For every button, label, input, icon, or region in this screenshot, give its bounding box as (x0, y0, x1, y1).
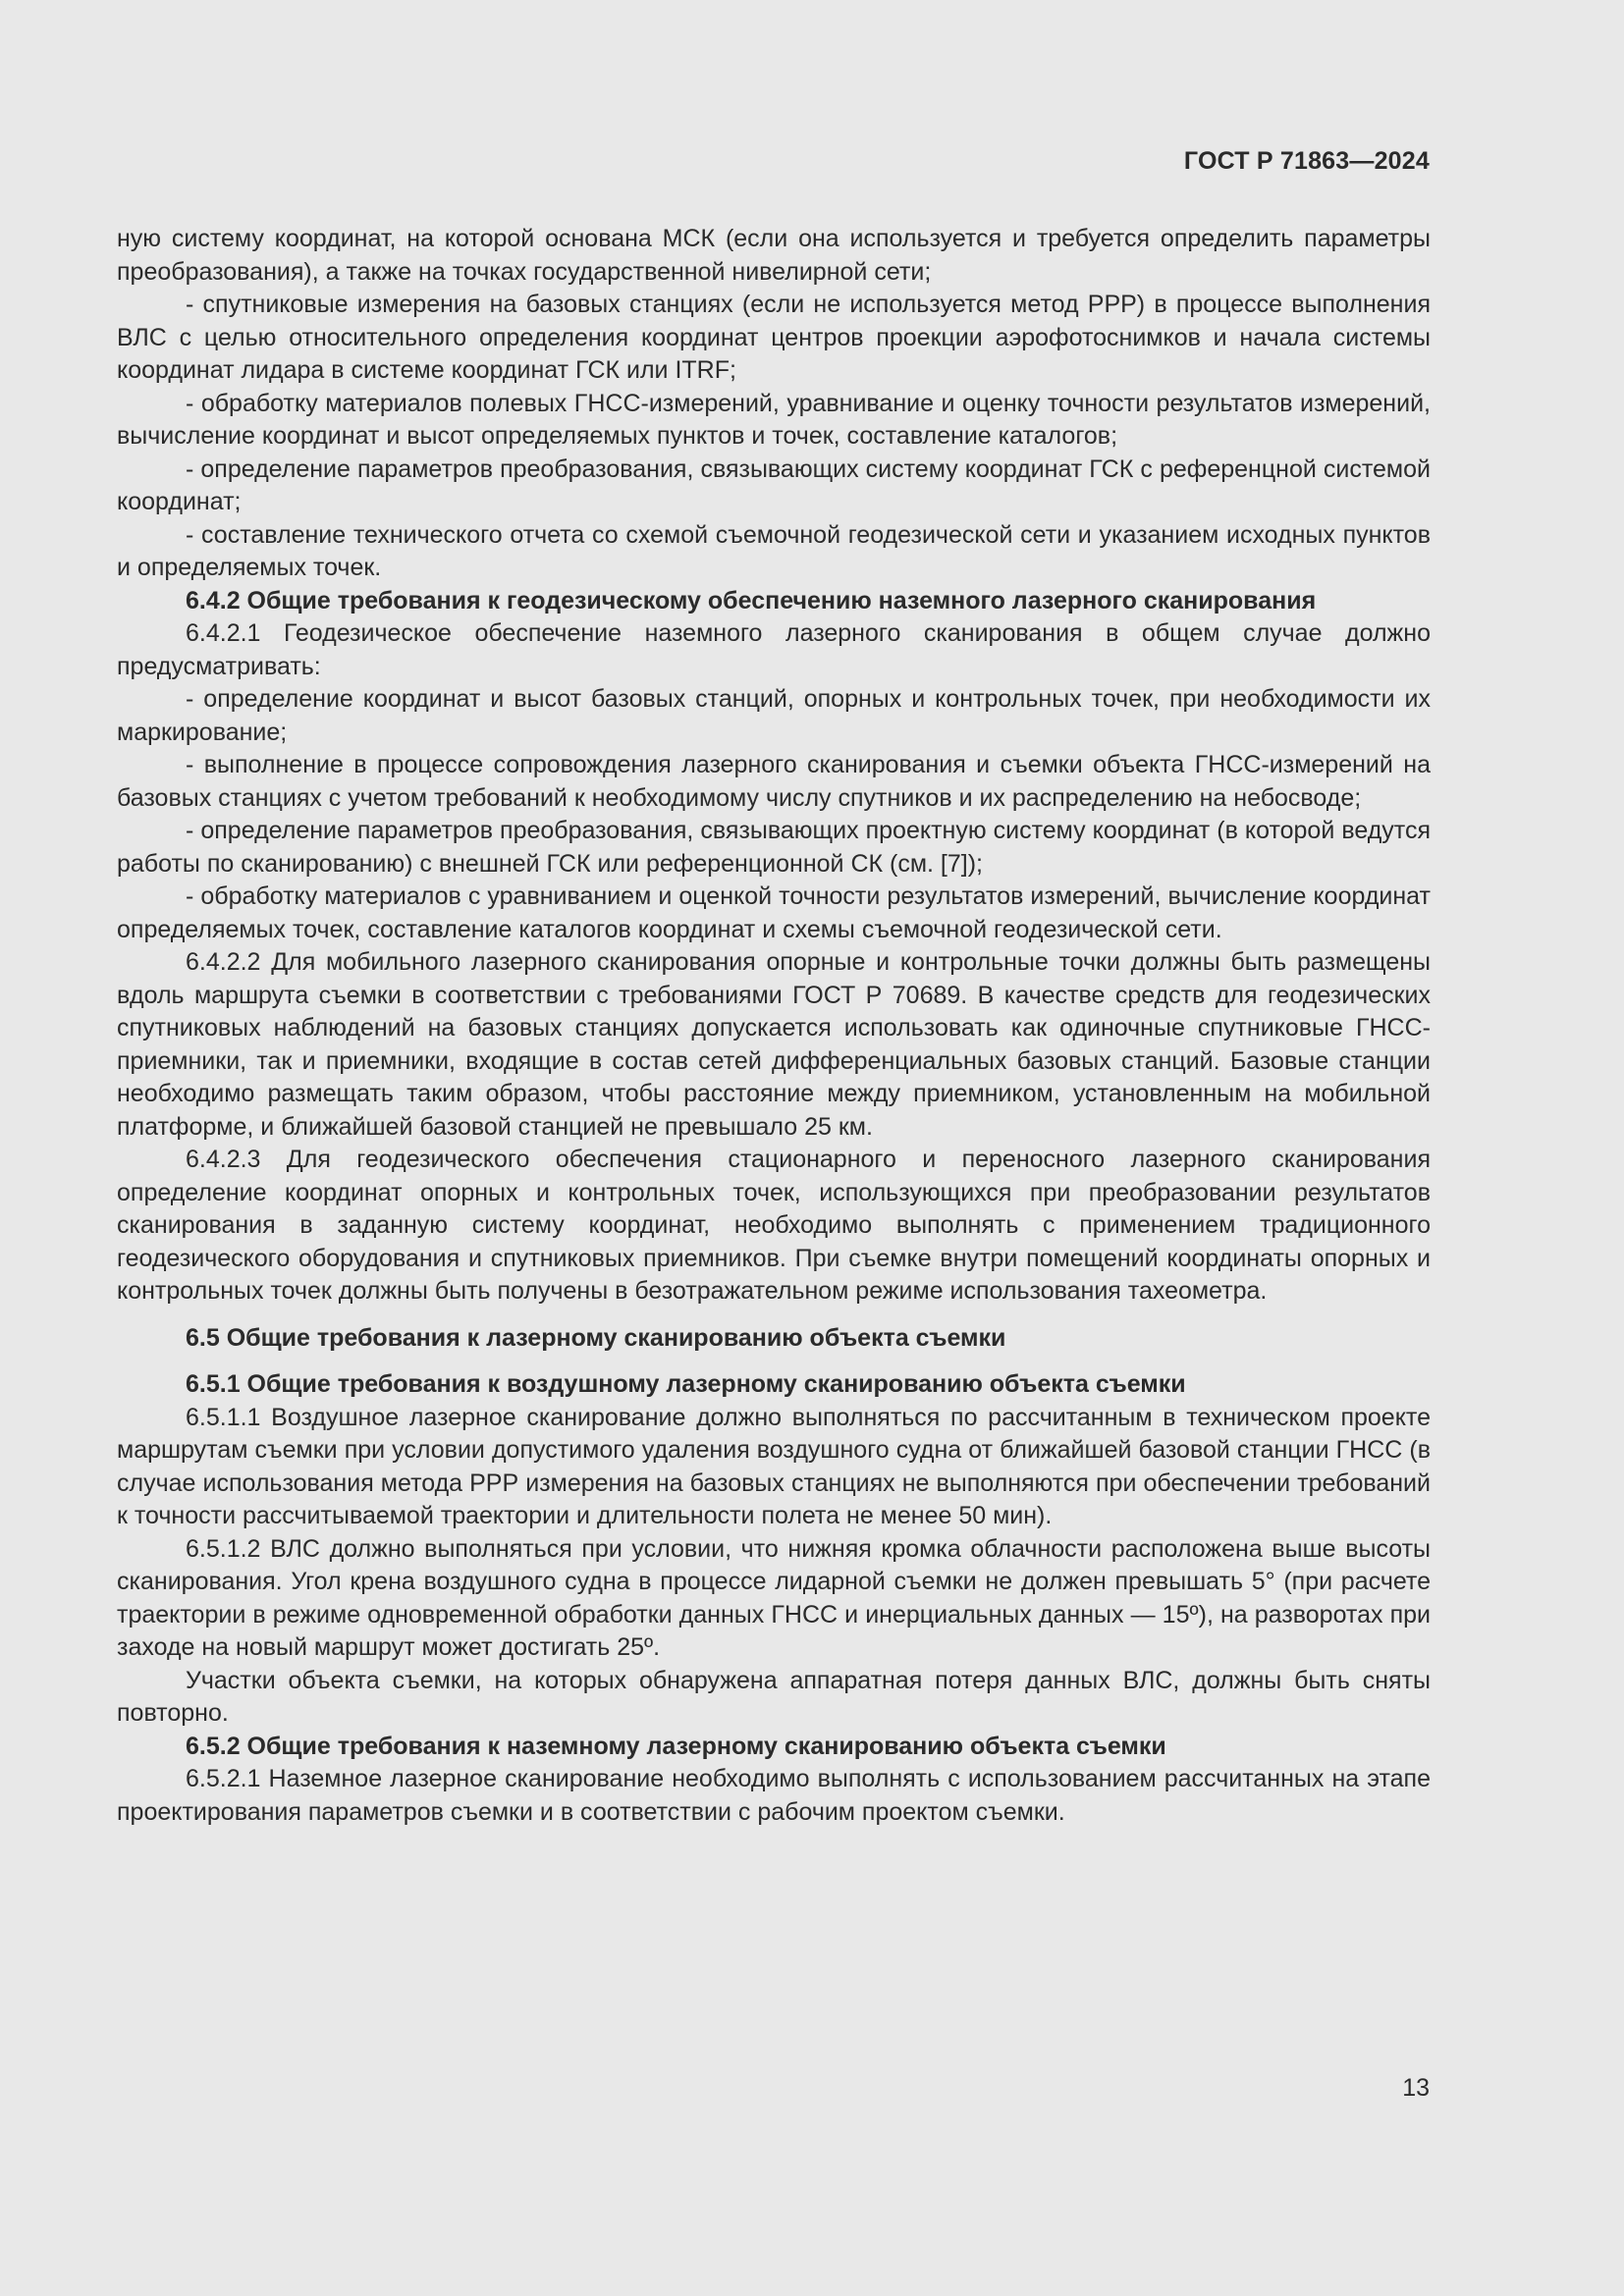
list-item: - выполнение в процессе сопровождения лазерного сканирования и съемки объекта ГНСС-измерений на базовых станциях с учетом требований к необходимому числу спутников и их распределению на небосводе; (117, 751, 1431, 812)
list-item: - составление технического отчета со схемой съемочной геодезической сети и указанием исходных пунктов и определяемых точек. (117, 520, 1431, 581)
section-heading-6-5-2: 6.5.2 Общие требования к наземному лазерному сканированию объекта съемки (186, 1732, 1166, 1760)
paragraph: Участки объекта съемки, на которых обнаружена аппаратная потеря данных ВЛС, должны быть сняты повторно. (117, 1666, 1431, 1727)
document-code-header: ГОСТ Р 71863—2024 (1183, 147, 1430, 175)
page-number: 13 (1402, 2074, 1430, 2102)
paragraph: 6.4.2.2 Для мобильного лазерного сканирования опорные и контрольные точки должны быть размещены вдоль маршрута съемки в соответствии с требованиями ГОСТ Р 70689. В качестве средств для геодезических спутниковых наблюдений на базовых станциях допускается использовать как одиночные спутниковые ГНСС-приемники, так и приемники, входящие в состав сетей дифференциальных базовых станций. Базовые станции необходимо размещать таким образом, чтобы расстояние между приемником, установленным на мобильной платформе, и ближайшей базовой станцией не превышало 25 км. (117, 948, 1431, 1141)
section-heading-6-4-2: 6.4.2 Общие требования к геодезическому обеспечению наземного лазерного сканирования (186, 586, 1317, 614)
document-body (117, 223, 1431, 1829)
paragraph: 6.5.2.1 Наземное лазерное сканирование необходимо выполнять с использованием рассчитанных на этапе проектирования параметров съемки и в соответствии с рабочим проектом съемки. (117, 1765, 1431, 1826)
list-item: - обработку материалов с уравниванием и оценкой точности результатов измерений, вычисление координат определяемых точек, составление каталогов координат и схемы съемочной геодезической сети. (117, 882, 1431, 943)
section-heading-6-5: 6.5 Общие требования к лазерному сканированию объекта съемки (186, 1323, 1006, 1352)
paragraph: 6.5.1.1 Воздушное лазерное сканирование должно выполняться по рассчитанным в техническом проекте маршрутам съемки при условии допустимого удаления воздушного судна от ближайшей базовой станции ГНСС (в случае использования метода РРР измерения на базовых станциях не выполняются при обеспечении требований к точности рассчитываемой траектории и длительности полета не менее 50 мин). (117, 1403, 1431, 1529)
paragraph: 6.5.1.2 ВЛС должно выполняться при условии, что нижняя кромка облачности расположена выше высоты сканирования. Угол крена воздушного судна в процессе лидарной съемки не должен превышать 5° (при расчете траектории в режиме одновременной обработки данных ГНСС и инерциальных данных — 15º), на разворотах при заходе на новый маршрут может достигать 25º. (117, 1534, 1431, 1661)
list-item: - обработку материалов полевых ГНСС-измерений, уравнивание и оценку точности результатов измерений, вычисление координат и высот определяемых пунктов и точек, составление каталогов; (117, 389, 1431, 450)
paragraph-continuation: ную систему координат, на которой основана МСК (если она используется и требуется определить параметры преобразования), а также на точках государственной нивелирной сети; (117, 225, 1431, 286)
paragraph: 6.4.2.1 Геодезическое обеспечение наземного лазерного сканирования в общем случае должно предусматривать: (117, 619, 1431, 680)
list-item: - определение координат и высот базовых станций, опорных и контрольных точек, при необходимости их маркирование; (117, 685, 1431, 746)
section-heading-6-5-1: 6.5.1 Общие требования к воздушному лазерному сканированию объекта съемки (186, 1370, 1186, 1398)
list-item: - спутниковые измерения на базовых станциях (если не используется метод РРР) в процессе выполнения ВЛС с целью относительного определения координат центров проекции аэрофотоснимков и начала системы координат лидара в системе координат ГСК или ITRF; (117, 291, 1431, 384)
list-item: - определение параметров преобразования, связывающих проектную систему координат (в которой ведутся работы по сканированию) с внешней ГСК или референционной СК (см. [7]); (117, 817, 1431, 878)
list-item: - определение параметров преобразования, связывающих систему координат ГСК с референцной системой координат; (117, 454, 1431, 515)
paragraph: 6.4.2.3 Для геодезического обеспечения стационарного и переносного лазерного сканирования определение координат опорных и контрольных точек, использующихся при преобразовании результатов сканирования в заданную систему координат, необходимо выполнять с применением традиционного геодезического оборудования и спутниковых приемников. При съемке внутри помещений координаты опорных и контрольных точек должны быть получены в безотражательном режиме использования тахеометра. (117, 1146, 1431, 1305)
